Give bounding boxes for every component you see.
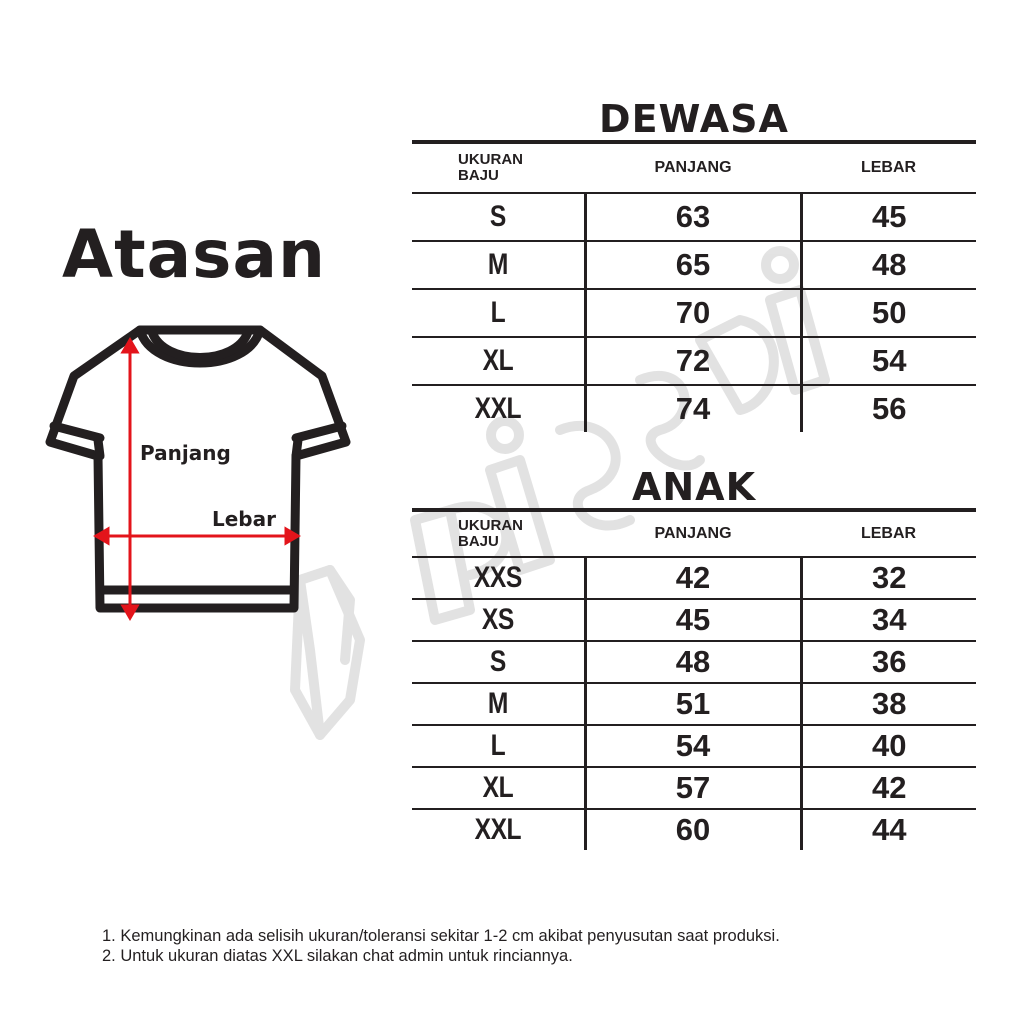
kids-section-title: ANAK bbox=[631, 465, 757, 509]
width-cell: 56 bbox=[801, 385, 976, 432]
size-cell: XXL bbox=[474, 813, 522, 846]
kids-size-table bbox=[412, 508, 976, 850]
length-cell: 70 bbox=[585, 289, 801, 337]
length-cell: 74 bbox=[585, 385, 801, 432]
length-cell: 45 bbox=[585, 599, 801, 641]
size-cell: XL bbox=[428, 767, 570, 809]
table-row bbox=[412, 557, 976, 599]
width-cell: 36 bbox=[801, 641, 976, 683]
width-cell: 45 bbox=[801, 193, 976, 241]
length-cell: 72 bbox=[585, 337, 801, 385]
table-row bbox=[412, 241, 976, 289]
length-cell: 60 bbox=[585, 809, 801, 850]
width-cell: 54 bbox=[801, 337, 976, 385]
size-cell: S bbox=[428, 641, 570, 683]
table-row bbox=[412, 767, 976, 809]
length-cell: 42 bbox=[585, 557, 801, 599]
table-row bbox=[412, 641, 976, 683]
size-column-header: UKURAN BAJU bbox=[412, 142, 585, 193]
footnote-item: 2. Untuk ukuran diatas XXL silakan chat admin untuk rinciannya. bbox=[102, 947, 573, 965]
adult-size-table bbox=[412, 140, 976, 432]
table-row bbox=[412, 193, 976, 241]
table-row bbox=[412, 385, 976, 432]
size-cell: XXS bbox=[428, 557, 570, 599]
size-cell: S bbox=[428, 193, 570, 241]
adult-section-title: DEWASA bbox=[599, 97, 789, 141]
garment-title: Atasan bbox=[62, 216, 326, 293]
length-cell: 51 bbox=[585, 683, 801, 725]
size-cell: XXL bbox=[474, 392, 522, 425]
size-column-header: UKURAN BAJU bbox=[412, 510, 585, 557]
width-cell: 34 bbox=[801, 599, 976, 641]
width-cell: 44 bbox=[801, 809, 976, 850]
length-column-header: PANJANG bbox=[585, 142, 801, 193]
size-cell: M bbox=[428, 241, 570, 289]
width-column-header: LEBAR bbox=[801, 142, 976, 193]
length-column-header: PANJANG bbox=[585, 510, 801, 557]
tshirt-illustration-icon bbox=[40, 318, 360, 638]
width-cell: 50 bbox=[801, 289, 976, 337]
size-cell: L bbox=[428, 289, 570, 337]
width-column-header: LEBAR bbox=[801, 510, 976, 557]
table-row bbox=[412, 599, 976, 641]
length-cell: 48 bbox=[585, 641, 801, 683]
table-header-row bbox=[412, 142, 976, 193]
width-cell: 38 bbox=[801, 683, 976, 725]
table-row bbox=[412, 337, 976, 385]
length-cell: 65 bbox=[585, 241, 801, 289]
size-cell: M bbox=[428, 683, 570, 725]
table-row bbox=[412, 289, 976, 337]
table-header-row bbox=[412, 510, 976, 557]
width-cell: 32 bbox=[801, 557, 976, 599]
size-cell: XL bbox=[428, 337, 570, 385]
length-cell: 57 bbox=[585, 767, 801, 809]
footnotes bbox=[102, 926, 1002, 966]
width-cell: 48 bbox=[801, 241, 976, 289]
size-cell: XS bbox=[428, 599, 570, 641]
table-row bbox=[412, 683, 976, 725]
length-cell: 54 bbox=[585, 725, 801, 767]
width-cell: 42 bbox=[801, 767, 976, 809]
width-cell: 40 bbox=[801, 725, 976, 767]
table-row bbox=[412, 725, 976, 767]
length-cell: 63 bbox=[585, 193, 801, 241]
width-measure-label: Lebar bbox=[212, 507, 276, 531]
size-cell: L bbox=[428, 725, 570, 767]
footnote-item: 1. Kemungkinan ada selisih ukuran/toleransi sekitar 1-2 cm akibat penyusutan saat produksi. bbox=[102, 927, 780, 945]
length-measure-label: Panjang bbox=[140, 441, 231, 465]
table-row bbox=[412, 809, 976, 850]
